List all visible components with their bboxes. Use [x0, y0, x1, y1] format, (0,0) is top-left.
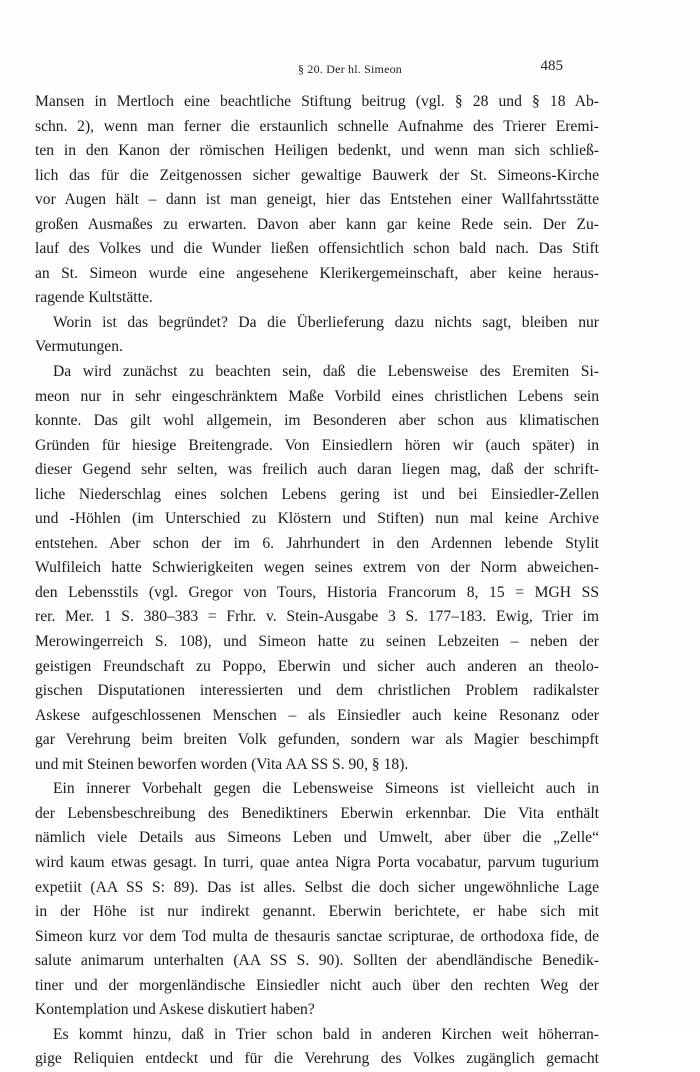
text-line: Es kommt hinzu, daß in Trier schon bald in anderen Kirchen weit höherran-: [53, 1025, 599, 1043]
text-line: ten in den Kanon der römischen Heiligen bedenkt, und wenn man sich schließ-: [35, 142, 599, 160]
text-line: gige Reliquien entdeckt und für die Verehrung des Volkes zugänglich gemacht: [35, 1050, 599, 1068]
text-line: und -Höhlen (im Unterschied zu Klöstern und Stiften) nun mal keine Archive: [35, 510, 599, 528]
text-line: den Lebensstils (vgl. Gregor von Tours, Historia Francorum 8, 15 = MGH SS: [35, 583, 599, 601]
body-text: [35, 90, 599, 1072]
text-line: Da wird zunächst zu beachten sein, daß die Lebensweise des Eremiten Si-: [53, 363, 599, 381]
text-line: großen Ausmaßes zu erwarten. Davon aber kann gar keine Rede sein. Der Zu-: [35, 215, 599, 233]
text-line: in der Höhe ist nur indirekt genannt. Eberwin berichtete, er habe sich mit: [35, 903, 599, 921]
text-line: Simeon kurz vor dem Tod multa de thesauris sanctae scripturae, de orthodoxa fide, de: [35, 927, 599, 945]
text-line: Kontemplation und Askese diskutiert haben?: [35, 1001, 315, 1019]
text-line: gischen Disputationen interessierten und dem christlichen Problem radikalster: [35, 682, 599, 700]
text-line: dieser Gegend sehr selten, was freilich auch daran liegen mag, daß der schrift-: [35, 461, 599, 479]
text-line: Worin ist das begründet? Da die Überlieferung dazu nichts sagt, bleiben nur: [53, 313, 599, 331]
text-line: wird kaum etwas gesagt. In turri, quae antea Nigra Porta vocabatur, parvum tugurium: [35, 853, 599, 871]
text-line: geistigen Freundschaft zu Poppo, Eberwin und sicher auch anderen an theolo-: [35, 657, 599, 675]
text-line: meon nur in sehr eingeschränktem Maße Vorbild eines christlichen Lebens sein: [35, 387, 599, 405]
text-line: expetiit (AA SS S: 89). Das ist alles. Selbst die doch sicher ungewöhnliche Lage: [35, 878, 599, 896]
text-line: Mansen in Mertloch eine beachtliche Stiftung beitrug (vgl. § 28 und § 18 Ab-: [35, 93, 599, 110]
text-line: vor Augen hält – dann ist man geneigt, hier das Entstehen einer Wallfahrtsstätte: [35, 191, 599, 209]
text-line: gar Verehrung beim breiten Volk gefunden, sondern war als Magier beschimpft: [35, 731, 599, 749]
text-line: liche Niederschlag eines solchen Lebens gering ist und bei Einsiedler-Zellen: [35, 485, 599, 503]
text-line: tiner und der morgenländische Einsiedler nicht auch über den rechten Weg der: [35, 976, 599, 994]
text-line: an St. Simeon wurde eine angesehene Klerikergemeinschaft, aber keine heraus-: [35, 264, 599, 282]
text-line: und mit Steinen beworfen worden (Vita AA SS S. 90, § 18).: [35, 755, 409, 773]
text-line: der Lebensbeschreibung des Benediktiners Eberwin erkennbar. Die Vita enthält: [35, 804, 599, 822]
text-line: Vermutungen.: [35, 338, 123, 356]
running-title: § 20. Der hl. Simeon: [298, 62, 402, 76]
text-line: rer. Mer. 1 S. 380–383 = Frhr. v. Stein-Ausgabe 3 S. 177–183. Ewig, Trier im: [35, 608, 599, 626]
text-line: schn. 2), wenn man ferner die erstaunlich schnelle Aufnahme des Trierer Eremi-: [35, 117, 599, 135]
text-line: nämlich viele Details aus Simeons Leben und Umwelt, aber über die „Zelle“: [35, 829, 599, 847]
text-line: Gründen für hiesige Breitengrade. Von Einsiedlern hören wir (auch später) in: [35, 436, 599, 454]
text-line: Merowingerreich S. 108), und Simeon hatte zu seinen Lebzeiten – neben der: [35, 633, 599, 651]
text-line: entstehen. Aber schon der im 6. Jahrhundert in den Ardennen lebende Stylit: [35, 534, 599, 552]
text-line: lauf des Volkes und die Wunder ließen offensichtlich schon bald nach. Das Stift: [35, 240, 599, 258]
text-line: konnte. Das gilt wohl allgemein, im Besonderen aber schon aus klimatischen: [35, 412, 599, 430]
page-number: 485: [540, 58, 563, 74]
text-line: salute animarum unterhalten (AA SS S. 90). Sollten der abendländische Benedik-: [35, 952, 599, 970]
text-line: lich das für die Zeitgenossen sicher gewaltige Bauwerk der St. Simeons-Kirche: [35, 166, 599, 184]
text-line: Wulfileich hatte Schwierigkeiten wegen seines extrem von der Norm abweichen-: [35, 559, 599, 577]
text-line: ragende Kultstätte.: [35, 289, 153, 307]
text-line: Askese aufgeschlossenen Menschen – als Einsiedler auch keine Resonanz oder: [35, 706, 599, 724]
text-line: Ein innerer Vorbehalt gegen die Lebensweise Simeons ist vielleicht auch in: [53, 780, 599, 798]
